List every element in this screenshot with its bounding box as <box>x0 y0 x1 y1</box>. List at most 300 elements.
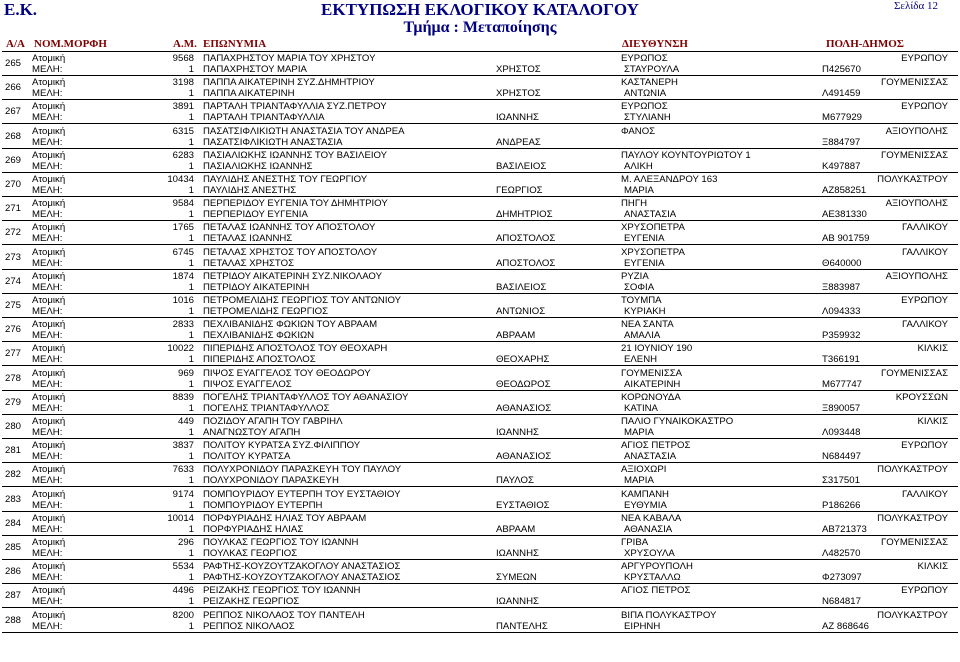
record-member-count: 1 <box>188 427 194 438</box>
record-member-label: ΜΕΛΗ: <box>32 112 63 124</box>
record-legal-form: Ατομική <box>32 125 66 137</box>
record-number: 274 <box>5 275 22 287</box>
record-member-count: 1 <box>188 548 194 559</box>
record-am: 1765 <box>172 222 194 234</box>
record-row <box>0 463 960 487</box>
record-city: ΑΞΙΟΥΠΟΛΗΣ <box>885 125 948 137</box>
record-member-label: ΜΕΛΗ: <box>32 451 63 463</box>
record-member-count: 1 <box>188 572 194 584</box>
record-father-name: ΒΑΣΙΛΕΙΟΣ <box>496 160 547 172</box>
record-address: Μ. ΑΛΕΞΑΝΔΡΟΥ 163 <box>621 174 718 185</box>
record-firm-name: ΠΟΡΦΥΡΙΑΔΗΣ ΗΛΙΑΣ ΤΟΥ ΑΒΡΑΑΜ <box>203 512 367 524</box>
record-legal-form: Ατομική <box>32 53 66 64</box>
record-id-number: Φ273097 <box>822 572 862 584</box>
record-member-label: ΜΕΛΗ: <box>32 548 63 559</box>
record-legal-form: Ατομική <box>32 416 66 427</box>
record-am: 3837 <box>172 440 194 452</box>
record-member-label: ΜΕΛΗ: <box>32 281 63 293</box>
record-member-count: 1 <box>188 402 194 414</box>
record-firm-name: ΠΟΜΠΟΥΡΙΔΟΥ ΕΥΤΕΡΠΗ ΤΟΥ ΕΥΣΤΑΘΙΟΥ <box>203 488 401 500</box>
record-legal-form: Ατομική <box>32 174 66 185</box>
record-address: ΧΡΥΣΟΠΕΤΡΑ <box>621 246 685 258</box>
record-legal-form: Ατομική <box>32 77 66 89</box>
record-address: ΤΟΥΜΠΑ <box>621 295 662 306</box>
record-member-count: 1 <box>188 160 194 172</box>
record-legal-form: Ατομική <box>32 222 66 234</box>
record-row <box>0 342 960 366</box>
record-row <box>0 584 960 608</box>
record-address: ΕΥΡΩΠΟΣ <box>621 53 668 64</box>
record-id-number: Κ497887 <box>822 160 861 172</box>
record-city: ΓΟΥΜΕΝΙΣΣΑΣ <box>880 77 948 89</box>
record-row <box>0 197 960 221</box>
record-id-number: ΑΖ 868646 <box>822 620 869 632</box>
record-row <box>0 221 960 245</box>
record-member-name: ΠΑΣΙΑΛΙΩΚΗΣ ΙΩΑΝΝΗΣ <box>203 160 313 172</box>
record-am: 6315 <box>172 125 194 137</box>
record-address: ΓΟΥΜΕΝΙΣΣΑ <box>621 367 683 379</box>
record-row <box>0 609 960 633</box>
record-address: ΡΥΖΙΑ <box>621 270 649 282</box>
record-member-count: 1 <box>188 596 194 608</box>
record-legal-form: Ατομική <box>32 391 66 403</box>
record-row <box>0 367 960 391</box>
record-firm-name: ΠΑΠΑΧΡΗΣΤΟΥ ΜΑΡΙΑ ΤΟΥ ΧΡΗΣΤΟΥ <box>203 53 376 64</box>
record-mother-name: ΚΡΥΣΤΑΛΛΩ <box>624 572 681 584</box>
record-row <box>0 149 960 173</box>
record-legal-form: Ατομική <box>32 198 66 210</box>
record-father-name: ΘΕΟΧΑΡΗΣ <box>496 354 550 366</box>
record-number: 283 <box>5 493 22 505</box>
record-firm-name: ΠΑΡΤΑΛΗ ΤΡΙΑΝΤΑΦΥΛΛΙΑ ΣΥΖ.ΠΕΤΡΟΥ <box>203 101 387 113</box>
record-firm-name: ΡΕΙΖΑΚΗΣ ΓΕΩΡΓΙΟΣ ΤΟΥ ΙΩΑΝΝΗ <box>203 585 361 597</box>
record-row <box>0 173 960 197</box>
record-member-name: ΠΕΤΡΙΔΟΥ ΑΙΚΑΤΕΡΙΝΗ <box>203 281 310 293</box>
record-am: 1016 <box>172 295 194 306</box>
record-member-count: 1 <box>188 330 194 342</box>
column-header-city: ΠΟΛΗ-ΔΗΜΟΣ <box>826 38 904 50</box>
record-number: 284 <box>5 517 22 529</box>
record-father-name: ΑΒΡΑΑΜ <box>496 330 536 342</box>
record-city: ΑΞΙΟΥΠΟΛΗΣ <box>885 198 948 210</box>
record-am: 6283 <box>172 149 194 161</box>
record-id-number: Ν684497 <box>822 451 861 463</box>
record-number: 286 <box>5 566 22 578</box>
record-number: 272 <box>5 227 22 239</box>
record-address: ΚΟΡΩΝΟΥΔΑ <box>621 391 681 403</box>
record-father-name: ΑΘΑΝΑΣΙΟΣ <box>496 451 552 463</box>
record-address: ΚΑΣΤΑΝΕΡΗ <box>621 77 678 89</box>
record-firm-name: ΠΕΡΠΕΡΙΔΟΥ ΕΥΓΕΝΙΑ ΤΟΥ ΔΗΜΗΤΡΙΟΥ <box>203 198 388 210</box>
record-city: ΚΙΛΚΙΣ <box>917 561 948 573</box>
record-member-label: ΜΕΛΗ: <box>32 185 63 196</box>
record-number: 287 <box>5 590 22 602</box>
record-city: ΓΑΛΛΙΚΟΥ <box>902 246 948 258</box>
record-member-name: ΠΕΤΡΟΜΕΛΙΔΗΣ ΓΕΩΡΓΙΟΣ <box>203 306 329 317</box>
record-member-label: ΜΕΛΗ: <box>32 620 63 632</box>
column-header-am: Α.Μ. <box>173 38 197 50</box>
report-title: ΕΚΤΥΠΩΣΗ ΕΚΛΟΓΙΚΟΥ ΚΑΤΑΛΟΓΟΥ <box>321 0 639 19</box>
record-firm-name: ΠΟΖΙΔΟΥ ΑΓΑΠΗ ΤΟΥ ΓΑΒΡΙΗΛ <box>203 416 343 427</box>
record-member-count: 1 <box>188 136 194 148</box>
record-address: 21 ΙΟΥΝΙΟΥ 190 <box>621 343 693 355</box>
record-number: 267 <box>5 106 22 118</box>
record-city: ΕΥΡΩΠΟΥ <box>901 53 948 64</box>
record-member-label: ΜΕΛΗ: <box>32 160 63 172</box>
record-member-label: ΜΕΛΗ: <box>32 499 63 511</box>
record-city: ΑΞΙΟΥΠΟΛΗΣ <box>885 270 948 282</box>
record-id-number: ΑΕ381330 <box>822 209 867 221</box>
record-father-name: ΙΩΑΝΝΗΣ <box>496 427 539 438</box>
record-firm-name: ΡΑΦΤΗΣ-ΚΟΥΖΟΥΤΖΑΚΟΓΛΟΥ ΑΝΑΣΤΑΣΙΟΣ <box>203 561 401 573</box>
record-number: 271 <box>5 203 22 215</box>
record-number: 265 <box>5 58 22 69</box>
record-id-number: Ξ884797 <box>822 136 861 148</box>
record-member-label: ΜΕΛΗ: <box>32 64 63 75</box>
record-firm-name: ΠΕΤΑΛΑΣ ΧΡΗΣΤΟΣ ΤΟΥ ΑΠΟΣΤΟΛΟΥ <box>203 246 378 258</box>
record-father-name: ΕΥΣΤΑΘΙΟΣ <box>496 499 550 511</box>
record-mother-name: ΚΥΡΙΑΚΗ <box>624 306 666 317</box>
record-id-number: Ρ359932 <box>822 330 861 342</box>
record-address: ΑΓΙΟΣ ΠΕΤΡΟΣ <box>621 440 691 452</box>
record-city: ΓΟΥΜΕΝΙΣΣΑΣ <box>880 367 948 379</box>
record-number: 278 <box>5 372 22 384</box>
record-legal-form: Ατομική <box>32 246 66 258</box>
record-number: 279 <box>5 396 22 408</box>
record-number: 266 <box>5 82 22 94</box>
record-mother-name: ΕΥΓΕΝΙΑ <box>624 233 665 245</box>
record-address: ΓΡΙΒΑ <box>621 537 649 548</box>
record-legal-form: Ατομική <box>32 367 66 379</box>
record-member-name: ΡΑΦΤΗΣ-ΚΟΥΖΟΥΤΖΑΚΟΓΛΟΥ ΑΝΑΣΤΑΣΙΟΣ <box>203 572 401 584</box>
record-father-name: ΙΩΑΝΝΗΣ <box>496 548 539 559</box>
record-id-number: Λ491459 <box>822 88 861 100</box>
record-number: 268 <box>5 130 22 142</box>
record-address: ΚΑΜΠΑΝΗ <box>621 488 669 500</box>
record-member-count: 1 <box>188 64 194 75</box>
record-father-name: ΒΑΣΙΛΕΙΟΣ <box>496 281 547 293</box>
record-number: 270 <box>5 179 22 190</box>
record-legal-form: Ατομική <box>32 537 66 548</box>
record-city: ΕΥΡΩΠΟΥ <box>901 440 948 452</box>
record-father-name: ΧΡΗΣΤΟΣ <box>496 64 541 75</box>
record-member-name: ΠΕΤΑΛΑΣ ΙΩΑΝΝΗΣ <box>203 233 293 245</box>
record-firm-name: ΠΕΤΑΛΑΣ ΙΩΑΝΝΗΣ ΤΟΥ ΑΠΟΣΤΟΛΟΥ <box>203 222 376 234</box>
record-am: 1874 <box>172 270 194 282</box>
record-legal-form: Ατομική <box>32 609 66 621</box>
record-city: ΕΥΡΩΠΟΥ <box>901 585 948 597</box>
record-member-name: ΠΑΠΑΧΡΗΣΤΟΥ ΜΑΡΙΑ <box>203 64 307 75</box>
record-member-label: ΜΕΛΗ: <box>32 378 63 390</box>
record-id-number: Λ093448 <box>822 427 861 438</box>
record-member-count: 1 <box>188 451 194 463</box>
record-address: ΝΕΑ ΣΑΝΤΑ <box>621 319 674 331</box>
record-member-name: ΠΟΛΙΤΟΥ ΚΥΡΑΤΣΑ <box>203 451 291 463</box>
record-member-count: 1 <box>188 209 194 221</box>
record-am: 9174 <box>172 488 194 500</box>
record-id-number: ΑΒ 901759 <box>822 233 870 245</box>
record-member-name: ΠΟΜΠΟΥΡΙΔΟΥ ΕΥΤΕΡΠΗ <box>203 499 323 511</box>
record-am: 296 <box>177 537 194 548</box>
record-mother-name: ΑΜΑΛΙΑ <box>624 330 661 342</box>
record-member-count: 1 <box>188 257 194 269</box>
record-firm-name: ΠΙΨΟΣ ΕΥΑΓΓΕΛΟΣ ΤΟΥ ΘΕΟΔΩΡΟΥ <box>203 367 371 379</box>
record-city: ΚΡΟΥΣΣΩΝ <box>895 391 948 403</box>
record-member-name: ΠΑΣΑΤΣΙΦΛΙΚΙΩΤΗ ΑΝΑΣΤΑΣΙΑ <box>203 136 343 148</box>
record-id-number: Τ366191 <box>822 354 860 366</box>
record-row <box>0 439 960 463</box>
record-father-name: ΑΠΟΣΤΟΛΟΣ <box>496 233 556 245</box>
record-member-name: ΠΕΤΑΛΑΣ ΧΡΗΣΤΟΣ <box>203 257 295 269</box>
record-father-name: ΑΝΤΩΝΙΟΣ <box>496 306 546 317</box>
record-address: ΦΑΝΟΣ <box>621 125 656 137</box>
record-mother-name: ΕΥΓΕΝΙΑ <box>624 257 665 269</box>
record-member-name: ΠΙΠΕΡΙΔΗΣ ΑΠΟΣΤΟΛΟΣ <box>203 354 316 366</box>
record-row <box>0 415 960 439</box>
record-mother-name: ΣΤΑΥΡΟΥΛΑ <box>624 64 680 75</box>
record-mother-name: ΕΥΘΥΜΙΑ <box>624 499 667 511</box>
record-id-number: Λ094333 <box>822 306 861 317</box>
record-legal-form: Ατομική <box>32 270 66 282</box>
record-city: ΓΑΛΛΙΚΟΥ <box>902 319 948 331</box>
record-am: 10022 <box>167 343 194 355</box>
record-id-number: Μ677929 <box>822 112 863 124</box>
record-am: 9568 <box>172 53 194 64</box>
record-member-count: 1 <box>188 112 194 124</box>
record-member-count: 1 <box>188 620 194 632</box>
record-mother-name: ΧΡΥΣΟΥΛΑ <box>624 548 675 559</box>
record-legal-form: Ατομική <box>32 101 66 113</box>
record-father-name: ΑΘΑΝΑΣΙΟΣ <box>496 402 552 414</box>
record-member-name: ΡΕΠΠΟΣ ΝΙΚΟΛΑΟΣ <box>203 620 295 632</box>
record-number: 282 <box>5 469 22 481</box>
record-member-name: ΠΟΓΕΛΗΣ ΤΡΙΑΝΤΑΦΥΛΛΟΣ <box>203 402 330 414</box>
record-member-label: ΜΕΛΗ: <box>32 330 63 342</box>
record-legal-form: Ατομική <box>32 149 66 161</box>
record-member-count: 1 <box>188 185 194 196</box>
record-member-count: 1 <box>188 281 194 293</box>
org-abbreviation: Ε.Κ. <box>4 0 38 19</box>
record-mother-name: ΕΙΡΗΝΗ <box>624 620 661 632</box>
record-number: 281 <box>5 445 22 457</box>
record-am: 8839 <box>172 391 194 403</box>
record-firm-name: ΠΙΠΕΡΙΔΗΣ ΑΠΟΣΤΟΛΟΣ ΤΟΥ ΘΕΟΧΑΡΗ <box>203 343 388 355</box>
record-row <box>0 294 960 318</box>
record-member-count: 1 <box>188 523 194 535</box>
record-father-name: ΔΗΜΗΤΡΙΟΣ <box>496 209 553 221</box>
record-row <box>0 270 960 294</box>
column-header-address: ΔΙΕΥΘΥΝΣΗ <box>622 38 688 50</box>
record-id-number: Ξ890057 <box>822 402 861 414</box>
record-city: ΓΟΥΜΕΝΙΣΣΑΣ <box>880 149 948 161</box>
record-id-number: Ν684817 <box>822 596 861 608</box>
record-member-count: 1 <box>188 88 194 100</box>
record-id-number: Μ677747 <box>822 378 863 390</box>
record-am: 2833 <box>172 319 194 331</box>
record-father-name: ΓΕΩΡΓΙΟΣ <box>496 185 543 196</box>
record-firm-name: ΠΟΓΕΛΗΣ ΤΡΙΑΝΤΑΦΥΛΛΟΣ ΤΟΥ ΑΘΑΝΑΣΙΟΥ <box>203 391 409 403</box>
record-mother-name: ΑΘΑΝΑΣΙΑ <box>624 523 673 535</box>
record-firm-name: ΠΟΛΙΤΟΥ ΚΥΡΑΤΣΑ ΣΥΖ.ΦΙΛΙΠΠΟΥ <box>203 440 361 452</box>
record-father-name: ΣΥΜΕΩΝ <box>496 572 537 584</box>
report-subtitle: Τμήμα : Μεταποίησης <box>403 19 557 36</box>
record-mother-name: ΣΟΦΙΑ <box>624 281 655 293</box>
record-member-name: ΠΟΛΥΧΡΟΝΙΔΟΥ ΠΑΡΑΣΚΕΥΗ <box>203 475 339 487</box>
record-member-label: ΜΕΛΗ: <box>32 233 63 245</box>
record-mother-name: ΜΑΡΙΑ <box>624 475 654 487</box>
record-firm-name: ΠΟΛΥΧΡΟΝΙΔΟΥ ΠΑΡΑΣΚΕΥΗ ΤΟΥ ΠΑΥΛΟΥ <box>203 464 402 476</box>
record-id-number: ΑΖ858251 <box>822 185 867 196</box>
record-am: 9584 <box>172 198 194 210</box>
record-number: 275 <box>5 300 22 311</box>
record-number: 280 <box>5 421 22 432</box>
record-address: ΒΙΠΑ ΠΟΛΥΚΑΣΤΡΟΥ <box>621 609 717 621</box>
record-member-label: ΜΕΛΗ: <box>32 596 63 608</box>
record-row <box>0 318 960 342</box>
record-father-name: ΑΒΡΑΑΜ <box>496 523 536 535</box>
record-firm-name: ΠΕΤΡΙΔΟΥ ΑΙΚΑΤΕΡΙΝΗ ΣΥΖ.ΝΙΚΟΛΑΟΥ <box>203 270 382 282</box>
record-number: 288 <box>5 614 22 626</box>
record-mother-name: ΚΑΤΙΝΑ <box>624 402 658 414</box>
record-member-label: ΜΕΛΗ: <box>32 572 63 584</box>
record-number: 276 <box>5 324 22 336</box>
record-firm-name: ΠΑΣΙΑΛΙΩΚΗΣ ΙΩΑΝΝΗΣ ΤΟΥ ΒΑΣΙΛΕΙΟΥ <box>203 149 388 161</box>
record-firm-name: ΠΟΥΛΚΑΣ ΓΕΩΡΓΙΟΣ ΤΟΥ ΙΩΑΝΝΗ <box>203 537 359 548</box>
record-address: ΑΡΓΥΡΟΥΠΟΛΗ <box>621 561 693 573</box>
record-mother-name: ΜΑΡΙΑ <box>624 427 654 438</box>
record-am: 449 <box>177 416 194 427</box>
record-address: ΑΞΙΟΧΩΡΙ <box>621 464 667 476</box>
record-father-name: ΠΑΥΛΟΣ <box>496 475 534 487</box>
record-row <box>0 512 960 536</box>
record-am: 7633 <box>172 464 194 476</box>
record-father-name: ΠΑΝΤΕΛΗΣ <box>496 620 548 632</box>
record-city: ΓΑΛΛΙΚΟΥ <box>902 488 948 500</box>
record-number: 277 <box>5 348 22 360</box>
record-address: ΠΑΛΙΟ ΓΥΝΑΙΚΟΚΑΣΤΡΟ <box>621 416 734 427</box>
record-city: ΕΥΡΩΠΟΥ <box>901 101 948 113</box>
record-number: 273 <box>5 251 22 263</box>
record-firm-name: ΠΑΣΑΤΣΙΦΛΙΚΙΩΤΗ ΑΝΑΣΤΑΣΙΑ ΤΟΥ ΑΝΔΡΕΑ <box>203 125 405 137</box>
record-member-label: ΜΕΛΗ: <box>32 354 63 366</box>
record-father-name: ΙΩΑΝΝΗΣ <box>496 112 539 124</box>
record-member-count: 1 <box>188 233 194 245</box>
record-member-name: ΠΕΡΠΕΡΙΔΟΥ ΕΥΓΕΝΙΑ <box>203 209 308 221</box>
record-number: 285 <box>5 542 22 553</box>
record-member-name: ΠΟΥΛΚΑΣ ΓΕΩΡΓΙΟΣ <box>203 548 298 559</box>
record-mother-name: ΕΛΕΝΗ <box>624 354 658 366</box>
record-member-name: ΠΙΨΟΣ ΕΥΑΓΓΕΛΟΣ <box>203 378 292 390</box>
record-id-number: ΑΒ721373 <box>822 523 867 535</box>
record-member-name: ΠΑΡΤΑΛΗ ΤΡΙΑΝΤΑΦΥΛΛΙΑ <box>203 112 325 124</box>
record-firm-name: ΠΕΤΡΟΜΕΛΙΔΗΣ ΓΕΩΡΓΙΟΣ ΤΟΥ ΑΝΤΩΝΙΟΥ <box>203 295 402 306</box>
record-address: ΠΑΥΛΟΥ ΚΟΥΝΤΟΥΡΙΩΤΟΥ 1 <box>621 149 751 161</box>
column-header-aa: Α/Α <box>6 38 25 50</box>
record-legal-form: Ατομική <box>32 440 66 452</box>
record-city: ΚΙΛΚΙΣ <box>917 416 948 427</box>
record-member-name: ΡΕΙΖΑΚΗΣ ΓΕΩΡΓΙΟΣ <box>203 596 300 608</box>
record-city: ΚΙΛΚΙΣ <box>917 343 948 355</box>
record-am: 10014 <box>167 512 194 524</box>
record-father-name: ΑΠΟΣΤΟΛΟΣ <box>496 257 556 269</box>
record-member-label: ΜΕΛΗ: <box>32 306 63 317</box>
record-am: 5534 <box>172 561 194 573</box>
record-member-label: ΜΕΛΗ: <box>32 88 63 100</box>
record-mother-name: ΜΑΡΙΑ <box>624 185 654 196</box>
record-am: 969 <box>177 367 194 379</box>
record-am: 8200 <box>172 609 194 621</box>
record-father-name: ΧΡΗΣΤΟΣ <box>496 88 541 100</box>
record-firm-name: ΠΑΠΠΑ ΑΙΚΑΤΕΡΙΝΗ ΣΥΖ.ΔΗΜΗΤΡΙΟΥ <box>203 77 375 89</box>
record-legal-form: Ατομική <box>32 343 66 355</box>
record-row <box>0 100 960 124</box>
record-row <box>0 488 960 512</box>
record-firm-name: ΠΑΥΛΙΔΗΣ ΑΝΕΣΤΗΣ ΤΟΥ ΓΕΩΡΓΙΟΥ <box>203 174 368 185</box>
record-member-label: ΜΕΛΗ: <box>32 475 63 487</box>
record-row <box>0 391 960 415</box>
record-row <box>0 560 960 584</box>
record-member-name: ΠΑΥΛΙΔΗΣ ΑΝΕΣΤΗΣ <box>203 185 297 196</box>
record-legal-form: Ατομική <box>32 561 66 573</box>
record-city: ΠΟΛΥΚΑΣΤΡΟΥ <box>877 609 948 621</box>
record-address: ΧΡΥΣΟΠΕΤΡΑ <box>621 222 685 234</box>
record-father-name: ΑΝΔΡΕΑΣ <box>496 136 541 148</box>
record-member-count: 1 <box>188 475 194 487</box>
record-address: ΠΗΓΗ <box>621 198 648 210</box>
record-legal-form: Ατομική <box>32 512 66 524</box>
record-city: ΓΑΛΛΙΚΟΥ <box>902 222 948 234</box>
record-legal-form: Ατομική <box>32 295 66 306</box>
record-member-name: ΠΑΠΠΑ ΑΙΚΑΤΕΡΙΝΗ <box>203 88 295 100</box>
record-row <box>0 125 960 149</box>
record-member-count: 1 <box>188 499 194 511</box>
record-member-label: ΜΕΛΗ: <box>32 257 63 269</box>
record-am: 3891 <box>172 101 194 113</box>
record-member-label: ΜΕΛΗ: <box>32 427 63 438</box>
record-legal-form: Ατομική <box>32 488 66 500</box>
record-am: 3198 <box>172 77 194 89</box>
record-am: 4496 <box>172 585 194 597</box>
record-am: 6745 <box>172 246 194 258</box>
record-address: ΑΓΙΟΣ ΠΕΤΡΟΣ <box>621 585 691 597</box>
page-number: Σελίδα 12 <box>893 0 938 12</box>
row-divider <box>2 632 958 633</box>
record-id-number: Θ640000 <box>822 257 862 269</box>
record-number: 269 <box>5 154 22 166</box>
record-father-name: ΘΕΟΔΩΡΟΣ <box>496 378 551 390</box>
record-member-label: ΜΕΛΗ: <box>32 523 63 535</box>
record-member-count: 1 <box>188 306 194 317</box>
record-city: ΠΟΛΥΚΑΣΤΡΟΥ <box>877 464 948 476</box>
record-id-number: Π425670 <box>822 64 861 75</box>
record-member-label: ΜΕΛΗ: <box>32 209 63 221</box>
record-row <box>0 52 960 76</box>
record-id-number: Ρ186266 <box>822 499 861 511</box>
record-legal-form: Ατομική <box>32 585 66 597</box>
record-mother-name: ΑΝΤΩΝΙΑ <box>624 88 667 100</box>
record-firm-name: ΠΕΧΛΙΒΑΝΙΔΗΣ ΦΩΚΙΩΝ ΤΟΥ ΑΒΡΑΑΜ <box>203 319 378 331</box>
record-id-number: Λ482570 <box>822 548 861 559</box>
record-legal-form: Ατομική <box>32 319 66 331</box>
record-member-name: ΠΟΡΦΥΡΙΑΔΗΣ ΗΛΙΑΣ <box>203 523 304 535</box>
record-mother-name: ΑΝΑΣΤΑΣΙΑ <box>624 209 677 221</box>
record-member-name: ΑΝΑΓΝΩΣΤΟΥ ΑΓΑΠΗ <box>203 427 301 438</box>
record-member-name: ΠΕΧΛΙΒΑΝΙΔΗΣ ΦΩΚΙΩΝ <box>203 330 315 342</box>
record-address: ΕΥΡΩΠΟΣ <box>621 101 668 113</box>
record-mother-name: ΑΙΚΑΤΕΡΙΝΗ <box>624 378 681 390</box>
column-header-name: ΕΠΩΝΥΜΙΑ <box>203 38 267 50</box>
column-header-legal-form: ΝΟΜ.ΜΟΡΦΗ <box>34 38 107 50</box>
